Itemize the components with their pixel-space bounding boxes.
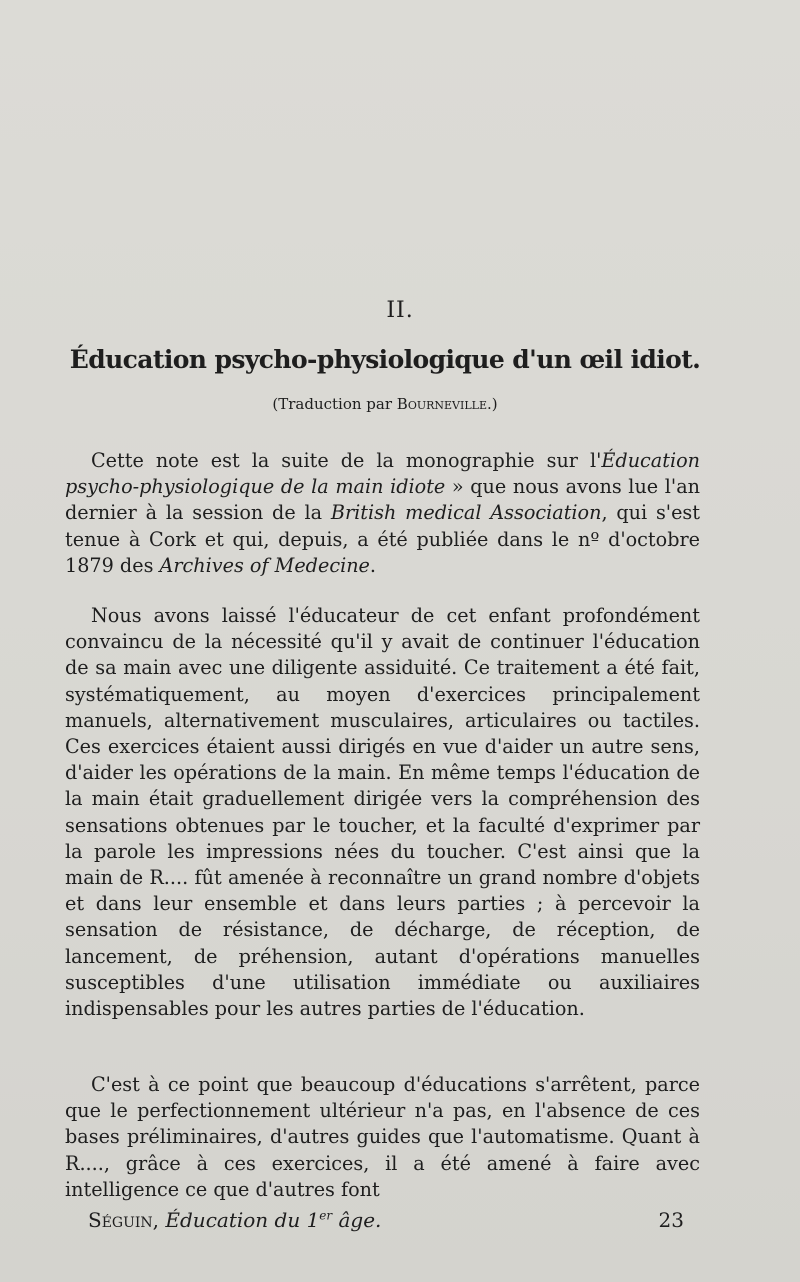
running-title (88, 1208, 381, 1232)
paragraph-2 (65, 603, 700, 1022)
page-footer (88, 1208, 684, 1232)
translator-note (0, 395, 770, 413)
footer-book-sup: er (319, 1208, 333, 1223)
paragraph-3 (65, 1072, 700, 1203)
translator-note-open: (Traduction par (272, 395, 397, 413)
p1-text-4: . (369, 553, 377, 577)
p1-italic-2: British medical Association (330, 501, 602, 525)
p3-text: C'est à ce point que beaucoup d'éducations s'arrêtent, parce que le perfectionnement ultérieur n'a pas, en l'absence de ces bases préliminaires, d'autres guides que l'automatisme. Quant à R...., grâce à ces exercices, il a été amené à faire avec intelligence ce que d'autres font (65, 1073, 700, 1201)
section-number: II. (386, 298, 414, 323)
footer-author: Séguin, (88, 1208, 160, 1232)
p1-text-2: » que nous avons lue l'an dernier à la session de la (65, 475, 700, 525)
footer-book-b: âge. (332, 1208, 382, 1232)
p1-text-3: , qui s'est tenue à Cork et qui, depuis, a été publiée dans le nº d'octobre 1879 des (65, 501, 700, 577)
translator-name: Bourneville (396, 395, 487, 413)
p2-text: Nous avons laissé l'éducateur de cet enfant profondément convaincu de la nécessité qu'il y avait de continuer l'éducation de sa main avec une diligente assiduité. Ce traitement a été fait, systématiquement, au moyen d'exercices principalement manuels, alternativement musculaires, articulaires ou tactiles. Ces exercices étaient aussi dirigés en vue d'aider un autre sens, d'aider les opérations de la main. En même temps l'éducation de la main était graduellement dirigée vers la compréhension des sensations obtenues par le toucher, et la faculté d'exprimer par la parole les impressions nées du toucher. C'est ainsi que la main de R.... fût amenée à reconnaître un grand nombre d'objets et dans leur ensemble et dans leurs parties ; à percevoir la sensation de résistance, de décharge, de réception, de lancement, de préhension, autant d'opérations manuelles susceptibles d'une utilisation immédiate ou auxiliaires indispensables pour les autres parties de l'éducation. (65, 604, 700, 1021)
p1-text-1: Cette note est la suite de la monographie sur l' (91, 449, 602, 472)
page-number: 23 (658, 1208, 684, 1232)
translator-note-close: .) (486, 395, 498, 413)
p1-italic-3: Archives of Medecine (159, 553, 370, 577)
footer-book-a: Éducation du 1 (165, 1208, 320, 1232)
p1-italic-1: Éducation psycho-physiologique de la main idiote (65, 449, 700, 499)
paragraph-1 (65, 448, 700, 579)
chapter-title: Éducation psycho-physiologique d'un œil idiot. (69, 345, 701, 374)
